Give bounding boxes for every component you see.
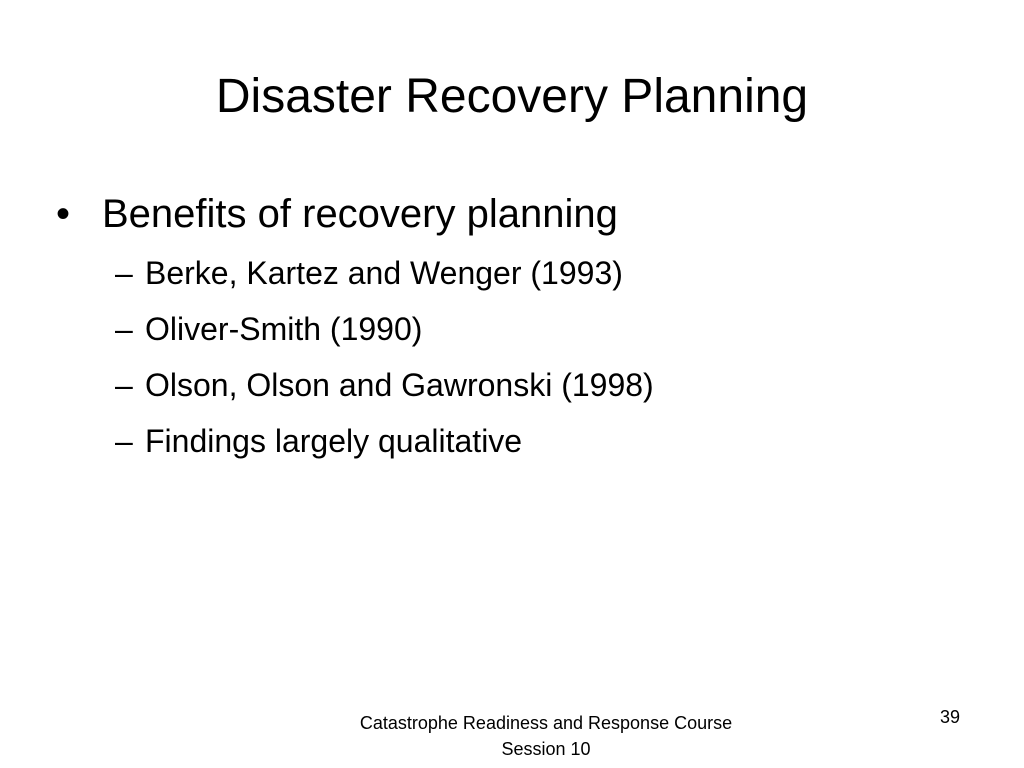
slide-footer	[296, 710, 796, 762]
bullet-item	[56, 185, 956, 243]
bullet-text: Benefits of recovery planning	[102, 192, 618, 236]
dash-marker: –	[115, 255, 133, 291]
dash-marker: –	[115, 423, 133, 459]
dash-marker: –	[115, 367, 133, 403]
sub-bullet-text: Findings largely qualitative	[145, 423, 523, 459]
footer-course-title: Catastrophe Readiness and Response Course	[359, 713, 733, 733]
sub-bullet-text: Olson, Olson and Gawronski (1998)	[145, 367, 654, 403]
sub-bullet-item	[115, 413, 956, 469]
page-number: 39	[939, 707, 961, 727]
sub-bullet-item	[115, 357, 956, 413]
bullet-marker: •	[56, 192, 71, 236]
slide-body	[56, 185, 956, 469]
slide-title: Disaster Recovery Planning	[215, 70, 809, 123]
sub-bullet-text: Berke, Kartez and Wenger (1993)	[145, 255, 623, 291]
sub-bullet-list	[56, 245, 956, 469]
sub-bullet-item	[115, 245, 956, 301]
sub-bullet-item	[115, 301, 956, 357]
sub-bullet-text: Oliver-Smith (1990)	[145, 311, 423, 347]
footer-session: Session 10	[501, 739, 591, 759]
dash-marker: –	[115, 311, 133, 347]
